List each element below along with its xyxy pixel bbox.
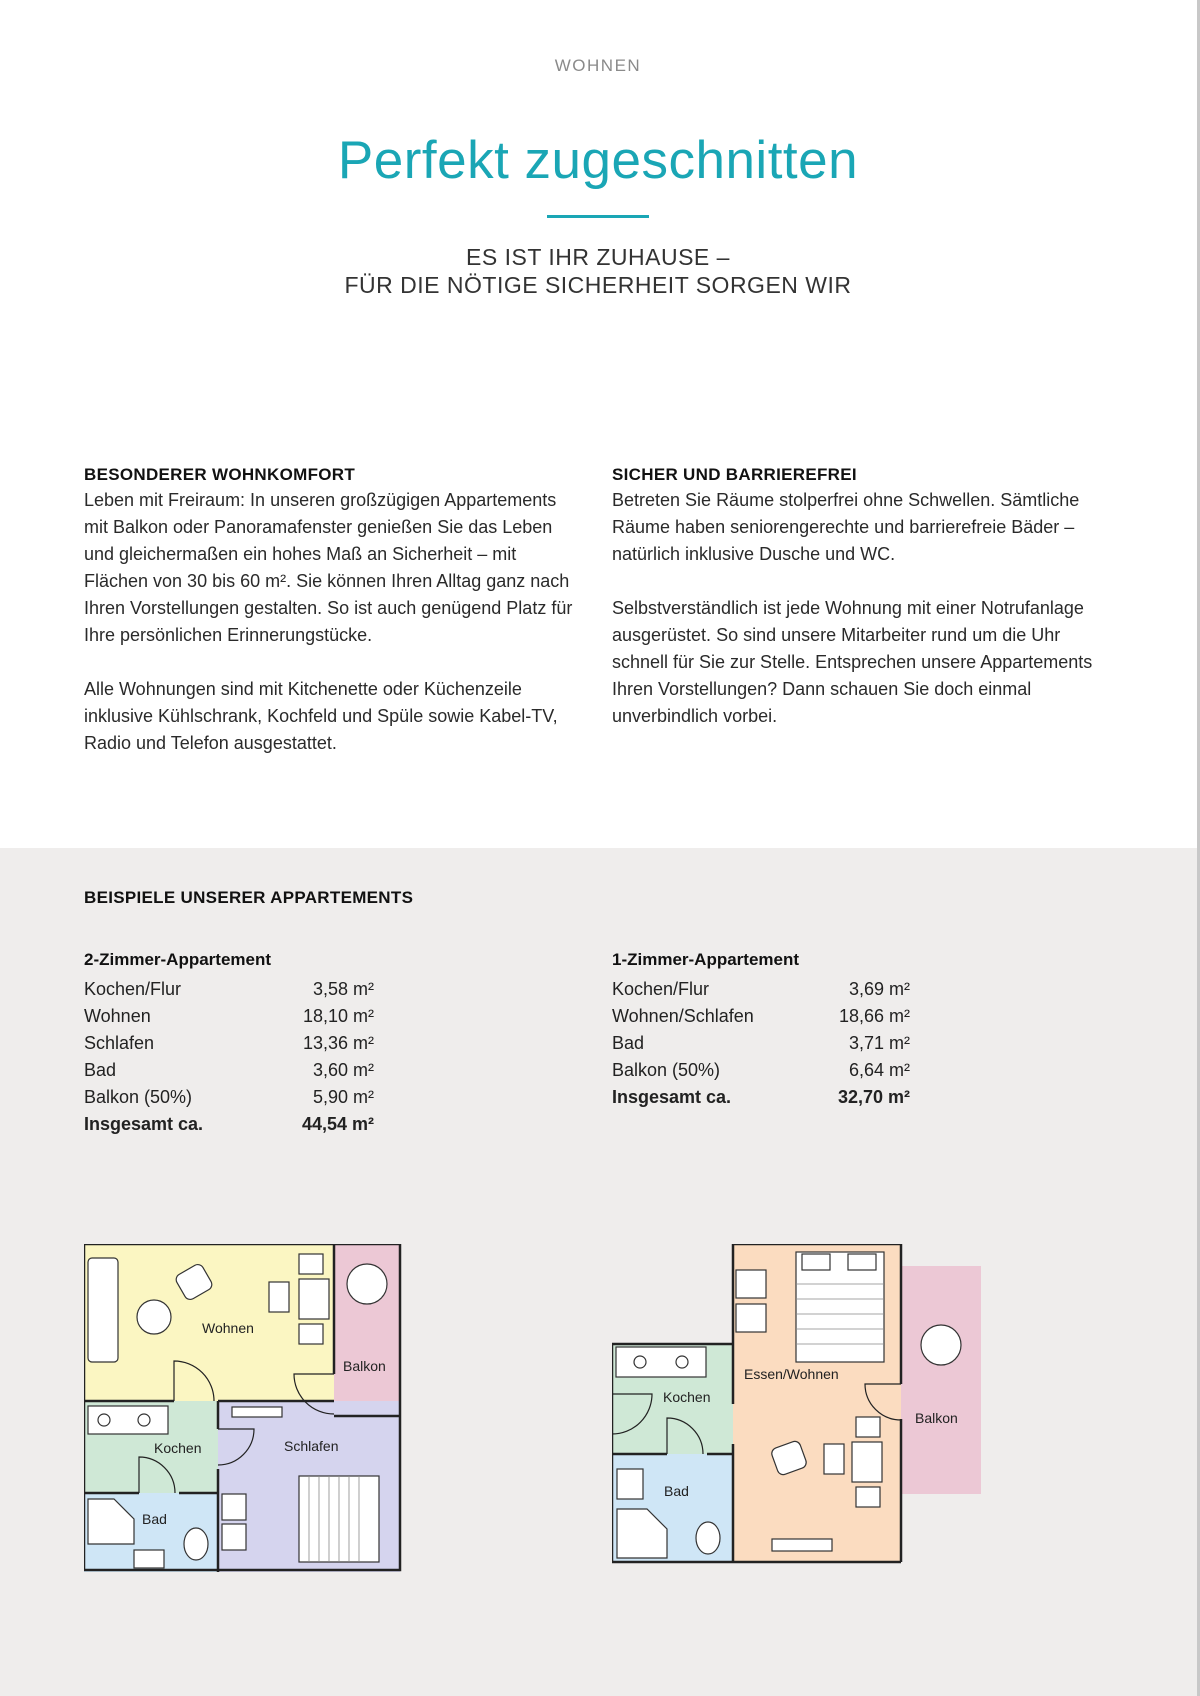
plan-label-essen-wohnen: Essen/Wohnen bbox=[744, 1366, 839, 1382]
table-row bbox=[84, 1030, 374, 1057]
page-subtitle bbox=[0, 243, 1196, 299]
floor-plan-1-room-svg bbox=[612, 1244, 982, 1564]
apartments-heading: BEISPIELE UNSERER APPARTEMENTS bbox=[84, 888, 414, 907]
table-row bbox=[84, 1084, 374, 1111]
room-area: 5,90 m² bbox=[312, 1087, 374, 1107]
plan-label-kochen: Kochen bbox=[663, 1389, 711, 1405]
area-table bbox=[84, 976, 374, 1138]
apartment-1-room bbox=[612, 950, 912, 1111]
apartment-title: 1-Zimmer-Appartement bbox=[612, 950, 800, 969]
room-name: Balkon (50%) bbox=[612, 1060, 721, 1080]
room-area: 6,64 m² bbox=[848, 1060, 910, 1080]
room-area: 3,60 m² bbox=[312, 1060, 374, 1080]
page-title: Perfekt zugeschnitten bbox=[337, 131, 859, 190]
room-area: 3,69 m² bbox=[848, 979, 910, 999]
apartment-title: 2-Zimmer-Appartement bbox=[84, 950, 272, 969]
safety-heading: SICHER UND BARRIEREFREI bbox=[612, 465, 857, 484]
safety-column bbox=[612, 463, 1112, 757]
total-label: Insgesamt ca. bbox=[84, 1114, 204, 1134]
apartment-2-room bbox=[84, 950, 384, 1138]
total-row bbox=[612, 1084, 910, 1111]
area-table bbox=[612, 976, 910, 1111]
table-row bbox=[612, 1030, 910, 1057]
room-balkon bbox=[901, 1266, 981, 1494]
total-area: 44,54 m² bbox=[301, 1114, 374, 1134]
comfort-heading: BESONDERER WOHNKOMFORT bbox=[84, 465, 356, 484]
room-name: Kochen/Flur bbox=[612, 979, 710, 999]
room-area: 3,71 m² bbox=[848, 1033, 910, 1053]
total-row bbox=[84, 1111, 374, 1138]
floor-plan-2-room bbox=[84, 1244, 404, 1572]
safety-paragraph-2: Selbstverständlich ist jede Wohnung mit einer Notrufanlage ausgerüstet. So sind unsere Mitarbeiter rund um die Uhr schnell für Sie zur Stelle. Entsprechen unsere Appartements Ihren Vorstellungen? Dann schauen Sie doch einmal unverbindlich vorbei. bbox=[612, 598, 1093, 726]
comfort-paragraph-2: Alle Wohnungen sind mit Kitchenette oder Küchenzeile inklusive Kühlschrank, Kochfeld und Spüle sowie Kabel-TV, Radio und Telefon ausgestattet. bbox=[84, 679, 558, 753]
safety-paragraph-1: Betreten Sie Räume stolperfrei ohne Schwellen. Sämtliche Räume haben seniorengerechte und barrierefreie Bäder – natürlich inklusive Dusche und WC. bbox=[612, 490, 1080, 564]
subtitle-line-1: ES IST IHR ZUHAUSE – bbox=[466, 244, 730, 270]
floor-plan-1-room bbox=[612, 1244, 982, 1564]
plan-label-wohnen: Wohnen bbox=[202, 1320, 254, 1336]
room-name: Balkon (50%) bbox=[84, 1087, 193, 1107]
room-name: Bad bbox=[612, 1033, 645, 1053]
room-area: 3,58 m² bbox=[312, 979, 374, 999]
room-area: 13,36 m² bbox=[302, 1033, 374, 1053]
room-area: 18,10 m² bbox=[302, 1006, 374, 1026]
title-divider bbox=[547, 215, 649, 218]
table-row bbox=[612, 976, 910, 1003]
total-label: Insgesamt ca. bbox=[612, 1087, 732, 1107]
comfort-column bbox=[84, 463, 584, 784]
total-area: 32,70 m² bbox=[837, 1087, 910, 1107]
table-row bbox=[84, 1003, 374, 1030]
floor-plan-2-room-svg bbox=[84, 1244, 404, 1572]
plan-label-balkon: Balkon bbox=[343, 1358, 386, 1374]
plan-label-kochen: Kochen bbox=[154, 1440, 202, 1456]
comfort-paragraph-1: Leben mit Freiraum: In unseren großzügigen Appartements mit Balkon oder Panoramafenster genießen Sie das Leben und gleichermaßen ein hohes Maß an Sicherheit – mit Flächen von 30 bis 60 m². Sie können Ihren Alltag ganz nach Ihren Vorstellungen gestalten. So ist auch genügend Platz für Ihre persönlichen Erinnerungstücke. bbox=[84, 490, 573, 645]
table-row bbox=[612, 1057, 910, 1084]
table-row bbox=[612, 1003, 910, 1030]
plan-label-bad: Bad bbox=[142, 1511, 167, 1527]
room-name: Bad bbox=[84, 1060, 117, 1080]
subtitle-line-2: FÜR DIE NÖTIGE SICHERHEIT SORGEN WIR bbox=[344, 272, 852, 298]
room-name: Schlafen bbox=[84, 1033, 155, 1053]
plan-label-bad: Bad bbox=[664, 1483, 689, 1499]
section-label: WOHNEN bbox=[554, 56, 642, 75]
plan-label-schlafen: Schlafen bbox=[284, 1438, 339, 1454]
room-name: Wohnen/Schlafen bbox=[612, 1006, 754, 1026]
room-area: 18,66 m² bbox=[838, 1006, 910, 1026]
room-name: Kochen/Flur bbox=[84, 979, 182, 999]
plan-label-balkon: Balkon bbox=[915, 1410, 958, 1426]
table-row bbox=[84, 1057, 374, 1084]
room-name: Wohnen bbox=[84, 1006, 151, 1026]
table-row bbox=[84, 976, 374, 1003]
